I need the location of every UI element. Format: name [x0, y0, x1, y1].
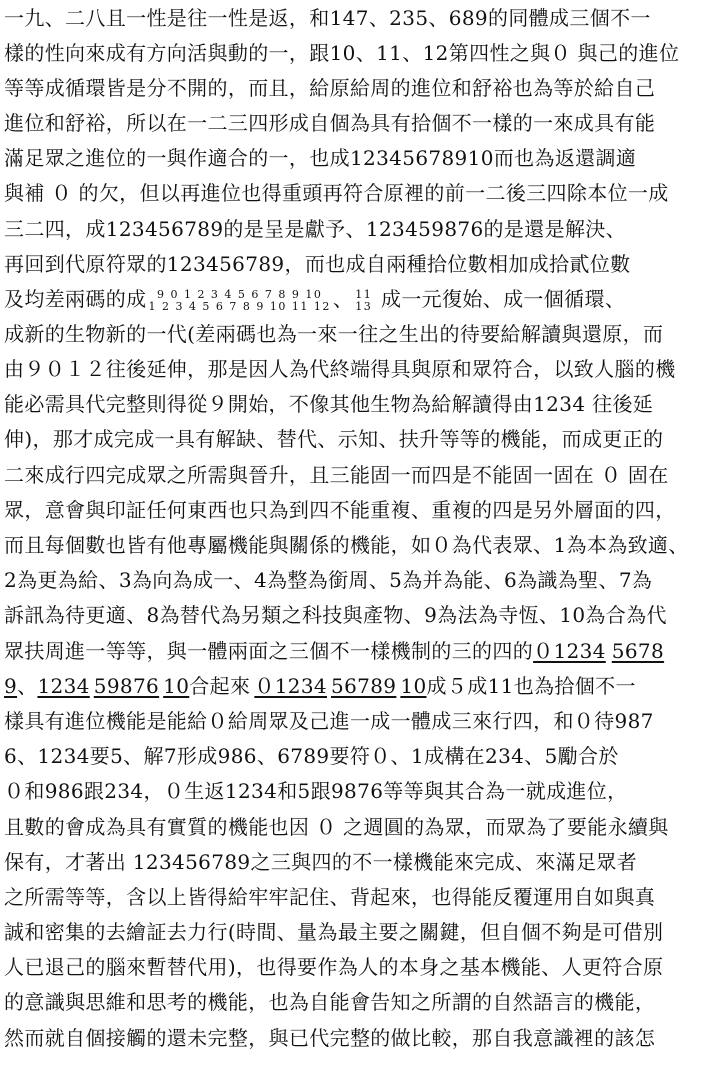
text-line: 伸)，那才成完成一具有解缺、替代、示知、扶升等等的機能，而成更正的: [4, 427, 664, 451]
fraction-bottom: 13: [355, 299, 373, 313]
text-line: 保有，才著出 123456789之三與四的不一樣機能來完成、來滿足眾者: [4, 850, 638, 874]
text-line: 眾，意會與印証任何東西也只為到四不能重複、重複的四是另外層面的四，: [4, 498, 676, 522]
text-line: 樣具有進位機能是能給０給周眾及己進一成一體成三來行四，和０待987: [4, 709, 654, 733]
fraction-top: 9 0 1 2 3 4 5 6 7 8 9 10: [156, 287, 323, 301]
underlined-digits: 59876: [93, 674, 160, 698]
line-text: 合起來: [189, 674, 251, 698]
fraction-separator: 、: [332, 287, 354, 311]
underlined-digits: 5678: [611, 639, 665, 663]
underlined-digits: 9: [4, 674, 18, 698]
text-line: 的意識與思維和思考的機能，也為自能會告知之所謂的自然語言的機能，: [4, 990, 656, 1014]
text-line: 6、1234要5、解7形成986、6789要符０、1成構在234、5勵合於: [4, 744, 619, 768]
text-line: 與補 ０ 的欠，但以再進位也得重頭再符合原裡的前一二後三四除本位一成: [4, 181, 669, 205]
fraction-bottom: 1 2 3 4 5 6 7 8 9 10 11 12: [148, 299, 331, 313]
text-line-underlined: [4, 634, 721, 668]
fraction-line-after: 成一元復始、成一個循環、: [374, 287, 626, 311]
line-text: 成５成11也為拾個不一: [426, 674, 636, 698]
text-line: 進位和舒裕，所以在一二三四形成自個為具有拾個不一樣的一來成具有能: [4, 111, 656, 135]
fraction-line-before: 及均差兩碼的成: [4, 287, 147, 311]
text-line: 而且每個數也皆有他專屬機能與關係的機能，如０為代表眾、1為本為致適、: [4, 533, 689, 557]
text-line: 再回到代原符眾的123456789，而也成自兩種拾位數相加成拾貳位數: [4, 252, 631, 276]
text-line: 能必需具代完整則得從９開始，不像其他生物為給解讀得由1234 往後延: [4, 392, 654, 416]
text-line: 等等成循環皆是分不開的，而且，給原給周的進位和舒裕也為等於給自己: [4, 76, 656, 100]
text-line: 由９０１２往後延伸，那是因人為代終端得具與原和眾符合，以致人腦的機: [4, 357, 676, 381]
text-line: 二來成行四完成眾之所需與晉升，且三能固一而四是不能固一固在 ０ 固在: [4, 463, 669, 487]
fraction-single: [355, 289, 372, 313]
text-line: 成新的生物新的一代(差兩碼也為一來一往之生出的待要給解讀與還原，而: [4, 322, 664, 346]
text-line: 誠和密集的去繪証去力行(時間、量為最主要之關鍵，但自個不夠是可借別: [4, 920, 664, 944]
text-line: 樣的性向來成有方向活與動的一，跟10、11、12第四性之與０ 與己的進位: [4, 41, 680, 65]
underlined-digits: ０1234: [254, 674, 327, 698]
text-line: 訴訊為待更適、8為替代為另類之科技與產物、9為法為寺恆、10為合為代: [4, 603, 667, 627]
text-line: 一九、二八且一性是往一性是返，和147、235、689的同體成三個不一: [4, 6, 651, 30]
line-text: 眾扶周進一等等，與一體兩面之三個不一樣機制的三的四的: [4, 639, 534, 663]
text-line: 滿足眾之進位的一與作適合的一，也成12345678910而也為返還調適: [4, 146, 637, 170]
text-line: 三二四，成123456789的是呈是獻予、123459876的是還是解決、: [4, 217, 626, 241]
text-line: ０和986跟234，０生返1234和5跟9876等等與其合為一就成進位，: [4, 779, 628, 803]
text-line-fractions: [4, 282, 721, 316]
underlined-digits: 56789: [331, 674, 397, 698]
underlined-digits: 1234: [37, 674, 90, 698]
separator: 、: [17, 674, 38, 698]
underlined-digits: 10: [400, 674, 427, 698]
text-line: 2為更為給、3為向為成一、4為整為銜周、5為并為能、6為識為聖、7為: [4, 568, 653, 592]
fraction-top: 11: [355, 287, 373, 301]
underlined-digits: ０1234: [533, 639, 606, 663]
text-line: 且數的會成為具有實質的機能也因 ０ 之週圓的為眾，而眾為了要能永續與: [4, 815, 669, 839]
text-line: 然而就自個接觸的還未完整，與已代完整的做比較，那自我意識裡的該怎: [4, 1026, 656, 1050]
text-line-underlined: [4, 669, 721, 703]
fraction-sequence: [148, 289, 330, 313]
text-line: 之所需等等，含以上皆得給牢牢記住、背起來，也得能反覆運用自如與真: [4, 885, 656, 909]
underlined-digits: 10: [163, 674, 190, 698]
text-line: 人已退己的腦來暫替代用)，也得要作為人的本身之基本機能、人更符合原: [4, 955, 664, 979]
